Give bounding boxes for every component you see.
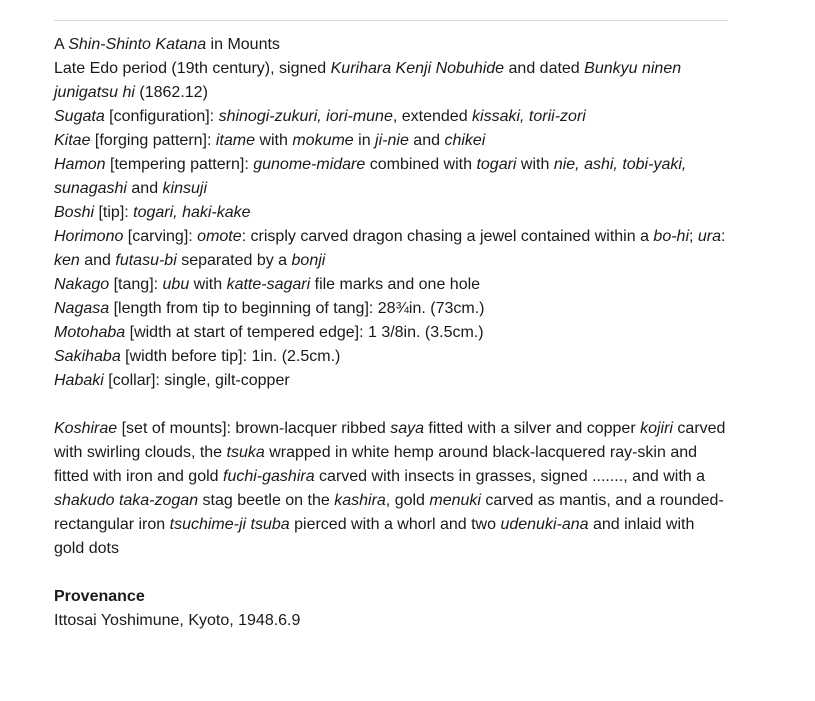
sugata-line: Sugata [configuration]: shinogi-zukuri, iori-mune, extended kissaki, torii-zori (54, 108, 586, 125)
hamon-line: Hamon [tempering pattern]: gunome-midare combined with togari with nie, ashi, tobi-yaki, sunagashi and kinsuji (54, 156, 687, 197)
nagasa-line: Nagasa [length from tip to beginning of tang]: 28¾in. (73cm.) (54, 300, 485, 317)
lot-description (54, 33, 728, 633)
koshirae-paragraph: Koshirae [set of mounts]: brown-lacquer ribbed saya fitted with a silver and copper kojiri carved with swirling clouds, the tsuka wrapped in white hemp around black-lacquered ray-skin and fitted with iron and gold fuchi-gashira carved with insects in grasses, signed ......., and with a shakudo taka-zogan stag beetle on the kashira, gold menuki carved as mantis, and a rounded-rectangular iron tsuchime-ji tsuba pierced with a whorl and two udenuki-ana and inlaid with gold dots (54, 420, 726, 557)
period-line: Late Edo period (19th century), signed Kurihara Kenji Nobuhide and dated Bunkyu ninen junigatsu hi (1862.12) (54, 60, 682, 101)
paragraph-gap (54, 393, 728, 417)
top-divider (54, 20, 728, 21)
lot-title: A Shin-Shinto Katana in Mounts (54, 36, 280, 53)
sakihaba-line: Sakihaba [width before tip]: 1in. (2.5cm.) (54, 348, 341, 365)
habaki-line: Habaki [collar]: single, gilt-copper (54, 372, 290, 389)
horimono-line: Horimono [carving]: omote: crisply carved dragon chasing a jewel contained within a bo-hi; ura: ken and futasu-bi separated by a bonji (54, 228, 726, 269)
paragraph-gap (54, 561, 728, 585)
motohaba-line: Motohaba [width at start of tempered edge]: 1 3/8in. (3.5cm.) (54, 324, 484, 341)
kitae-line: Kitae [forging pattern]: itame with mokume in ji-nie and chikei (54, 132, 486, 149)
boshi-line: Boshi [tip]: togari, haki-kake (54, 204, 251, 221)
nakago-line: Nakago [tang]: ubu with katte-sagari file marks and one hole (54, 276, 481, 293)
provenance-text: Ittosai Yoshimune, Kyoto, 1948.6.9 (54, 612, 301, 629)
provenance-heading: Provenance (54, 588, 145, 605)
